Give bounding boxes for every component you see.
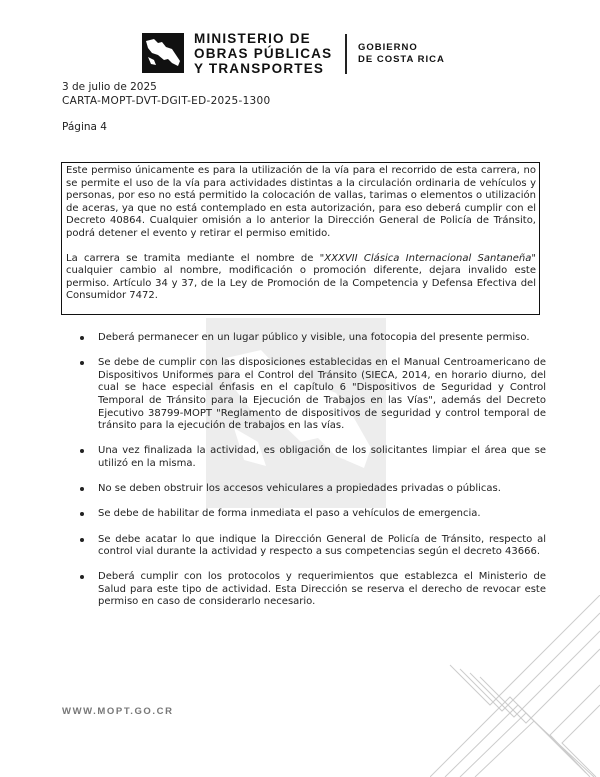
bullet-icon: [80, 449, 84, 453]
notice-box: [61, 162, 540, 315]
list-item-text: Se debe de habilitar de forma inmediata el paso a vehículos de emergencia.: [98, 508, 481, 520]
government-name-line-1: GOBIERNO: [358, 42, 418, 53]
corner-decoration-icon: [430, 595, 600, 777]
list-item: [78, 508, 546, 521]
bullet-icon: [80, 361, 84, 365]
list-item: [78, 534, 546, 559]
ministry-name-line-1: MINISTERIO DE: [194, 31, 311, 46]
list-item-text: Una vez finalizada la actividad, es obligación de los solicitantes limpiar el área que se utilizó en la misma.: [98, 445, 546, 469]
document-reference: CARTA-MOPT-DVT-DGIT-ED-2025-1300: [62, 95, 271, 107]
notice-paragraph-2-after: " cualquier cambio al nombre, modificación o promoción diferente, dejara invalido este permiso. Artículo 34 y 37, de la Ley de Promoción de la Competencia y Defensa Efectiva del Consumidor 7472.: [66, 252, 536, 302]
list-item: [78, 332, 546, 345]
list-item: [78, 483, 546, 496]
list-item-text: No se deben obstruir los accesos vehiculares a propiedades privadas o públicas.: [98, 483, 501, 495]
list-item: [78, 445, 546, 470]
list-item: [78, 357, 546, 433]
bullet-icon: [80, 512, 84, 516]
document-date: 3 de julio de 2025: [62, 81, 157, 93]
notice-paragraph-2: [66, 253, 536, 303]
ministry-name: [194, 31, 332, 76]
bullet-icon: [80, 538, 84, 542]
list-item-text: Se debe acatar lo que indique la Dirección General de Policía de Tránsito, respecto al control vial durante la actividad y respecto a sus competencias según el decreto 43666.: [98, 533, 546, 558]
list-item-text: Se debe de cumplir con las disposiciones establecidas en el Manual Centroamericano de Dispositivos Uniformes para el Control del Tránsito (SIECA, 2014, en horario diurno, del cual se hace especial énfasis en el capítulo 6 "Dispositivos de Seguridad y Control Temporal de Tránsito para la Ejecución de Trabajos en las Vías", además del Decreto Ejecutivo 38799-MOPT "Reglamento de dispositivos de seguridad y control temporal de tránsito para la ejecución de trabajos en las vías.: [98, 357, 546, 432]
notice-paragraph-2-before: La carrera se tramita mediante el nombre de ": [66, 252, 325, 264]
page-number: Página 4: [62, 121, 107, 133]
conditions-list: [78, 332, 546, 622]
government-name-line-2: DE COSTA RICA: [358, 54, 445, 65]
government-name: [358, 42, 445, 66]
bullet-icon: [80, 575, 84, 579]
notice-paragraph-1: Este permiso únicamente es para la utilización de la vía para el recorrido de esta carrera, no se permite el uso de la vía para actividades distintas a la circulación ordinaria de vehículos y personas, por eso no está permitido la colocación de vallas, tarimas o elementos o utilización de aceras, ya que no está contemplado en esta autorización, para eso deberá cumplir con el Decreto 40864. Cualquier omisión a lo anterior la Dirección General de Policía de Tránsito, podrá detener el evento y retirar el permiso emitido.: [66, 165, 536, 239]
document-meta: [62, 80, 271, 108]
list-item-text: Deberá permanecer en un lugar público y visible, una fotocopia del presente permiso.: [98, 332, 530, 343]
list-item-text: Deberá cumplir con los protocolos y requerimientos que establezca el Ministerio de Salud para este tipo de actividad. Esta Dirección se reserva el derecho de revocar este permiso en caso de considerarlo necesario.: [98, 571, 546, 608]
ministry-name-line-3: Y TRANSPORTES: [194, 61, 325, 76]
costa-rica-map-logo-icon: [142, 33, 184, 73]
bullet-icon: [80, 336, 84, 340]
header-divider: [345, 34, 347, 74]
footer-website: WWW.MOPT.GO.CR: [62, 706, 174, 717]
event-name: XXXVII Clásica Internacional Santaneña: [324, 252, 532, 264]
bullet-icon: [80, 487, 84, 491]
ministry-name-line-2: OBRAS PÚBLICAS: [194, 46, 333, 61]
